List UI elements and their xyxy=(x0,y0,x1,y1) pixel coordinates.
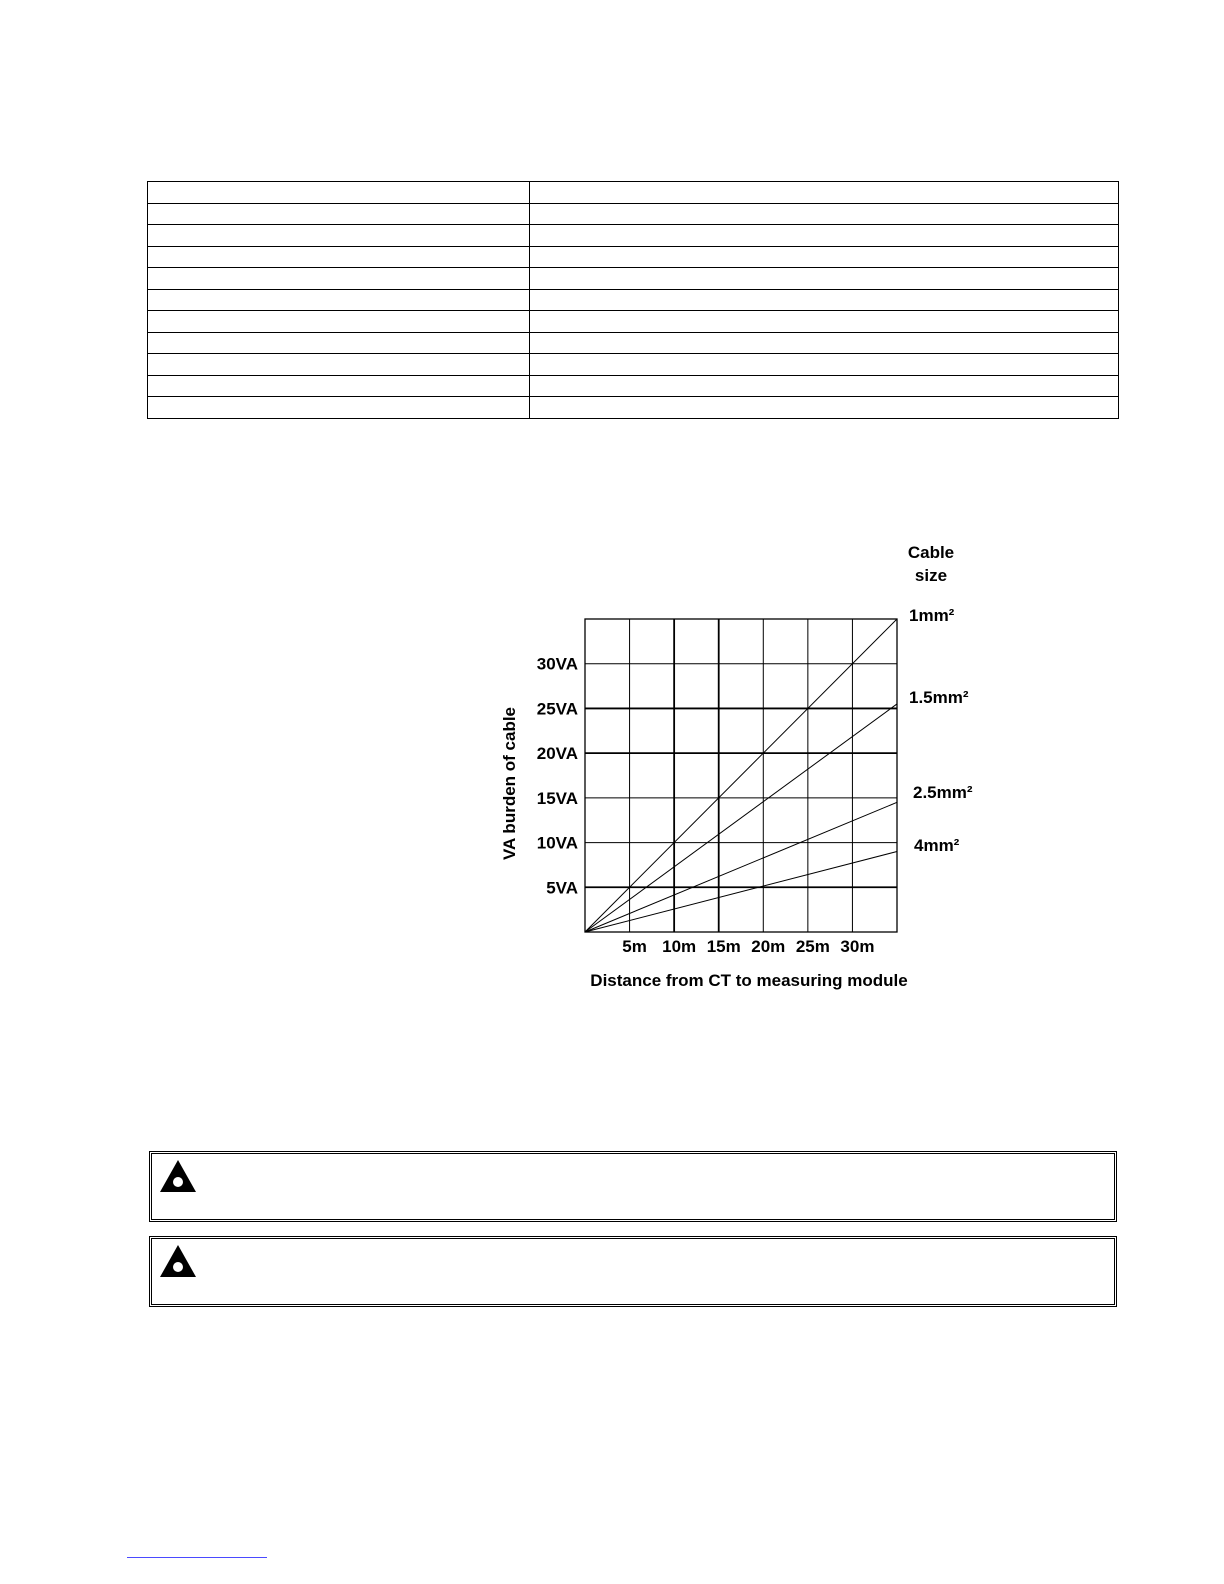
table-row xyxy=(148,246,1119,268)
series-line xyxy=(585,802,897,932)
table-cell-label xyxy=(148,311,530,333)
table-cell-value xyxy=(530,397,1119,419)
table-row xyxy=(148,225,1119,247)
table-cell-value xyxy=(530,225,1119,247)
y-tick-label: 10VA xyxy=(536,833,578,853)
series-label: 2.5mm² xyxy=(913,783,973,802)
y-tick-label: 15VA xyxy=(536,788,578,808)
chart-series-lines xyxy=(585,619,897,932)
table-row xyxy=(148,332,1119,354)
table-row xyxy=(148,354,1119,376)
table-row xyxy=(148,397,1119,419)
cable-burden-chart xyxy=(490,530,1010,1000)
legend-title-line: size xyxy=(914,566,948,585)
table-cell-value xyxy=(530,289,1119,311)
table-row xyxy=(148,375,1119,397)
table-cell-value xyxy=(530,332,1119,354)
table-cell-value xyxy=(530,375,1119,397)
table-row xyxy=(148,289,1119,311)
x-tick-label: 5m xyxy=(622,937,647,956)
warning-triangle-icon xyxy=(158,1158,198,1194)
x-tick-label: 15m xyxy=(706,937,741,956)
y-tick-label: 25VA xyxy=(536,699,578,719)
table-cell-label xyxy=(148,397,530,419)
table-row xyxy=(148,311,1119,333)
table-cell-label xyxy=(148,289,530,311)
table-cell-label xyxy=(148,332,530,354)
table-cell-label xyxy=(148,268,530,290)
table-cell-label xyxy=(148,203,530,225)
footnote-separator xyxy=(127,1557,267,1558)
table-row xyxy=(148,203,1119,225)
x-tick-label: 20m xyxy=(751,937,786,956)
table-cell-label xyxy=(148,182,530,204)
warning-triangle-icon xyxy=(158,1243,198,1279)
y-axis-title: VA burden of cable xyxy=(500,706,519,861)
table-row xyxy=(148,268,1119,290)
series-line xyxy=(585,852,897,932)
y-tick-label: 20VA xyxy=(536,744,578,764)
series-line xyxy=(585,704,897,932)
table-row xyxy=(148,182,1119,204)
table-cell-label xyxy=(148,246,530,268)
series-line xyxy=(585,619,897,932)
y-tick-label: 5VA xyxy=(546,878,578,898)
series-label: 4mm² xyxy=(914,836,960,855)
series-label: 1.5mm² xyxy=(909,688,969,707)
table-cell-value xyxy=(530,182,1119,204)
table-cell-value xyxy=(530,268,1119,290)
series-label: 1mm² xyxy=(909,606,955,625)
warning-box-2 xyxy=(149,1236,1117,1307)
spec-table xyxy=(147,181,1119,419)
x-tick-label: 30m xyxy=(840,937,875,956)
x-tick-label: 10m xyxy=(662,937,697,956)
chart-labels xyxy=(500,543,973,990)
warning-box-1 xyxy=(149,1151,1117,1222)
legend-title-line: Cable xyxy=(907,543,955,562)
table-cell-value xyxy=(530,246,1119,268)
table-cell-value xyxy=(530,203,1119,225)
y-tick-label: 30VA xyxy=(536,654,578,674)
x-axis-title: Distance from CT to measuring module xyxy=(590,971,908,990)
x-tick-label: 25m xyxy=(795,937,830,956)
table-cell-value xyxy=(530,354,1119,376)
table-cell-label xyxy=(148,225,530,247)
table-cell-label xyxy=(148,354,530,376)
table-cell-label xyxy=(148,375,530,397)
table-cell-value xyxy=(530,311,1119,333)
